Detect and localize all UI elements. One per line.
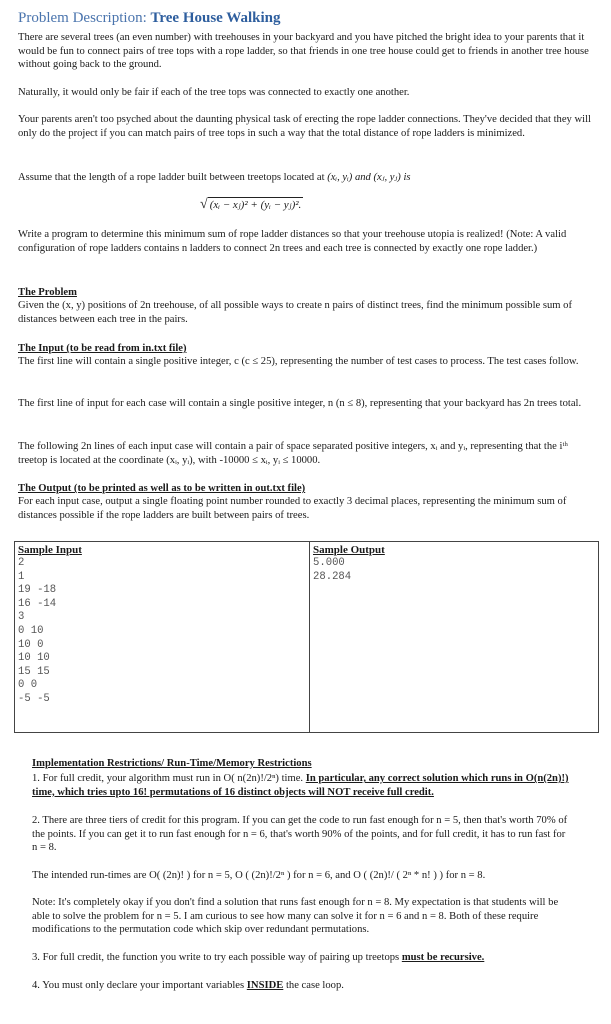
- formula-radicand: (xᵢ − xⱼ)² + (yᵢ − yⱼ)².: [209, 199, 302, 211]
- sample-input-line: 2: [18, 557, 25, 569]
- impl-paragraph-6: [32, 979, 572, 993]
- intro-paragraph-1: There are several trees (an even number) with treehouses in your backyard and you have pitched the bright idea to your parents that it would be fun to connect pairs of tree tops with a rope ladder, so that friends in one tree house could get to friends in another tree house without going back to the ground.: [18, 32, 589, 71]
- output-heading: The Output (to be printed as well as to be written in out.txt file): [18, 483, 306, 494]
- sample-output-line: 28.284: [313, 570, 352, 583]
- impl-p1-text: 1. For full credit, your algorithm must run in O( n(2n)!/2ⁿ) time.: [32, 773, 304, 784]
- impl-p6-emphasis: INSIDE: [246, 980, 284, 991]
- page-title: [18, 10, 281, 27]
- input-heading: The Input (to be read from in.txt file): [18, 343, 187, 354]
- input-paragraph-1: The first line will contain a single positive integer, c (c ≤ 25), representing the number of test cases to process. The test cases follow.: [18, 356, 579, 367]
- impl-heading: Implementation Restrictions/ Run-Time/Memory Restrictions: [32, 758, 312, 769]
- impl-paragraph-4: Note: It's completely okay if you don't find a solution that runs fast enough for n = 8. My expectation is that students will be able to solve the problem for n = 5. I am curious to see how many can solve it for n = 6 and n = 8. Both of these require modifications to the permutation code which skip over redundant permutations.: [32, 897, 559, 936]
- sample-input-line: 1: [18, 570, 25, 583]
- assume-points: (xᵢ, yᵢ) and (xⱼ, yⱼ) is: [327, 172, 411, 183]
- impl-p6-text: 4. You must only declare your important variables: [32, 980, 245, 991]
- sample-input-line: 10 0: [18, 638, 44, 651]
- impl-p5-text: 3. For full credit, the function you write to try each possible way of pairing up treetops: [32, 952, 400, 963]
- impl-paragraph-2: 2. There are three tiers of credit for this program. If you can get the code to run fast enough for n = 5, then that's worth 70% of the points. If you can get it to run fast enough for n = 6, that's worth 90% of the points, and for full credit, it has to run fast for n = 8.: [32, 815, 568, 854]
- intro-paragraph-3: Your parents aren't too psyched about the daunting physical task of erecting the rope ladder connections. They've decided that they will only do the project if you can match pairs of tree tops in such a way that the total distance of rope ladders is minimized.: [18, 114, 591, 139]
- sample-input-line: 0 10: [18, 624, 44, 637]
- problem-text: Given the (x, y) positions of 2n treehouse, of all possible ways to create n pairs of distinct trees, find the minimum possible sum of distances between each tree in the pairs.: [18, 300, 573, 325]
- impl-p1-emphasis: In particular, any correct solution which runs in O(n(2n)!) time, which tries upto 16! permutations of 16 distinct objects will NOT receive full credit.: [32, 773, 569, 798]
- sample-table: [14, 541, 599, 733]
- problem-heading: The Problem: [18, 287, 77, 298]
- sample-input-line: 19 -18: [18, 584, 57, 597]
- input-paragraph-2: The first line of input for each case will contain a single positive integer, n (n ≤ 8), representing that your backyard has 2n trees total.: [18, 398, 582, 409]
- sample-input-column: [18, 544, 82, 707]
- sample-output-heading: Sample Output: [313, 544, 385, 556]
- impl-p5-emphasis: must be recursive.: [401, 952, 485, 963]
- sample-input-line: 15 15: [18, 665, 50, 678]
- output-text: For each input case, output a single floating point number rounded to exactly 3 decimal places, representing the minimum sum of distances possible if the rope ladders are built between pairs of trees.: [18, 496, 567, 521]
- impl-p6-tail: the case loop.: [285, 980, 344, 991]
- assume-paragraph: [18, 171, 593, 185]
- sample-input-line: 3: [18, 611, 25, 624]
- write-paragraph: Write a program to determine this minimum sum of rope ladder distances so that your treehouse utopia is realized! (Note: A valid configuration of rope ladders contains n ladders to connect 2n trees and each tree is connected by exactly one rope ladder.): [18, 229, 567, 254]
- sample-output-column: [313, 544, 385, 584]
- distance-formula: [200, 197, 303, 213]
- sample-divider: [309, 542, 310, 732]
- impl-paragraph-1: [32, 772, 572, 799]
- assume-text: Assume that the length of a rope ladder built between treetops located at: [18, 172, 325, 183]
- sample-input-line: -5 -5: [18, 692, 50, 705]
- title-name: Tree House Walking: [150, 10, 281, 26]
- sample-output-line: 5.000: [313, 557, 345, 569]
- sample-input-line: 0 0: [18, 679, 38, 692]
- input-paragraph-3: The following 2n lines of each input case will contain a pair of space separated positive integers, xᵢ and yᵢ, representing that the iᵗʰ treetop is located at the coordinate (xᵢ, yᵢ), with -10000 ≤ xᵢ, yᵢ ≤ 10000.: [18, 441, 568, 466]
- impl-paragraph-5: [32, 951, 572, 965]
- sqrt-icon: √: [200, 197, 208, 212]
- intro-paragraph-2: Naturally, it would only be fair if each of the tree tops was connected to exactly one another.: [18, 87, 410, 98]
- sample-input-line: 10 10: [18, 652, 50, 665]
- sample-input-heading: Sample Input: [18, 544, 82, 556]
- title-lead: Problem Description:: [18, 10, 147, 26]
- sample-input-line: 16 -14: [18, 597, 57, 610]
- impl-paragraph-3: The intended run-times are O( (2n)! ) for n = 5, O ( (2n)!/2ⁿ ) for n = 6, and O ( (2n)!/ ( 2ⁿ * n! ) ) for n = 8.: [32, 870, 486, 881]
